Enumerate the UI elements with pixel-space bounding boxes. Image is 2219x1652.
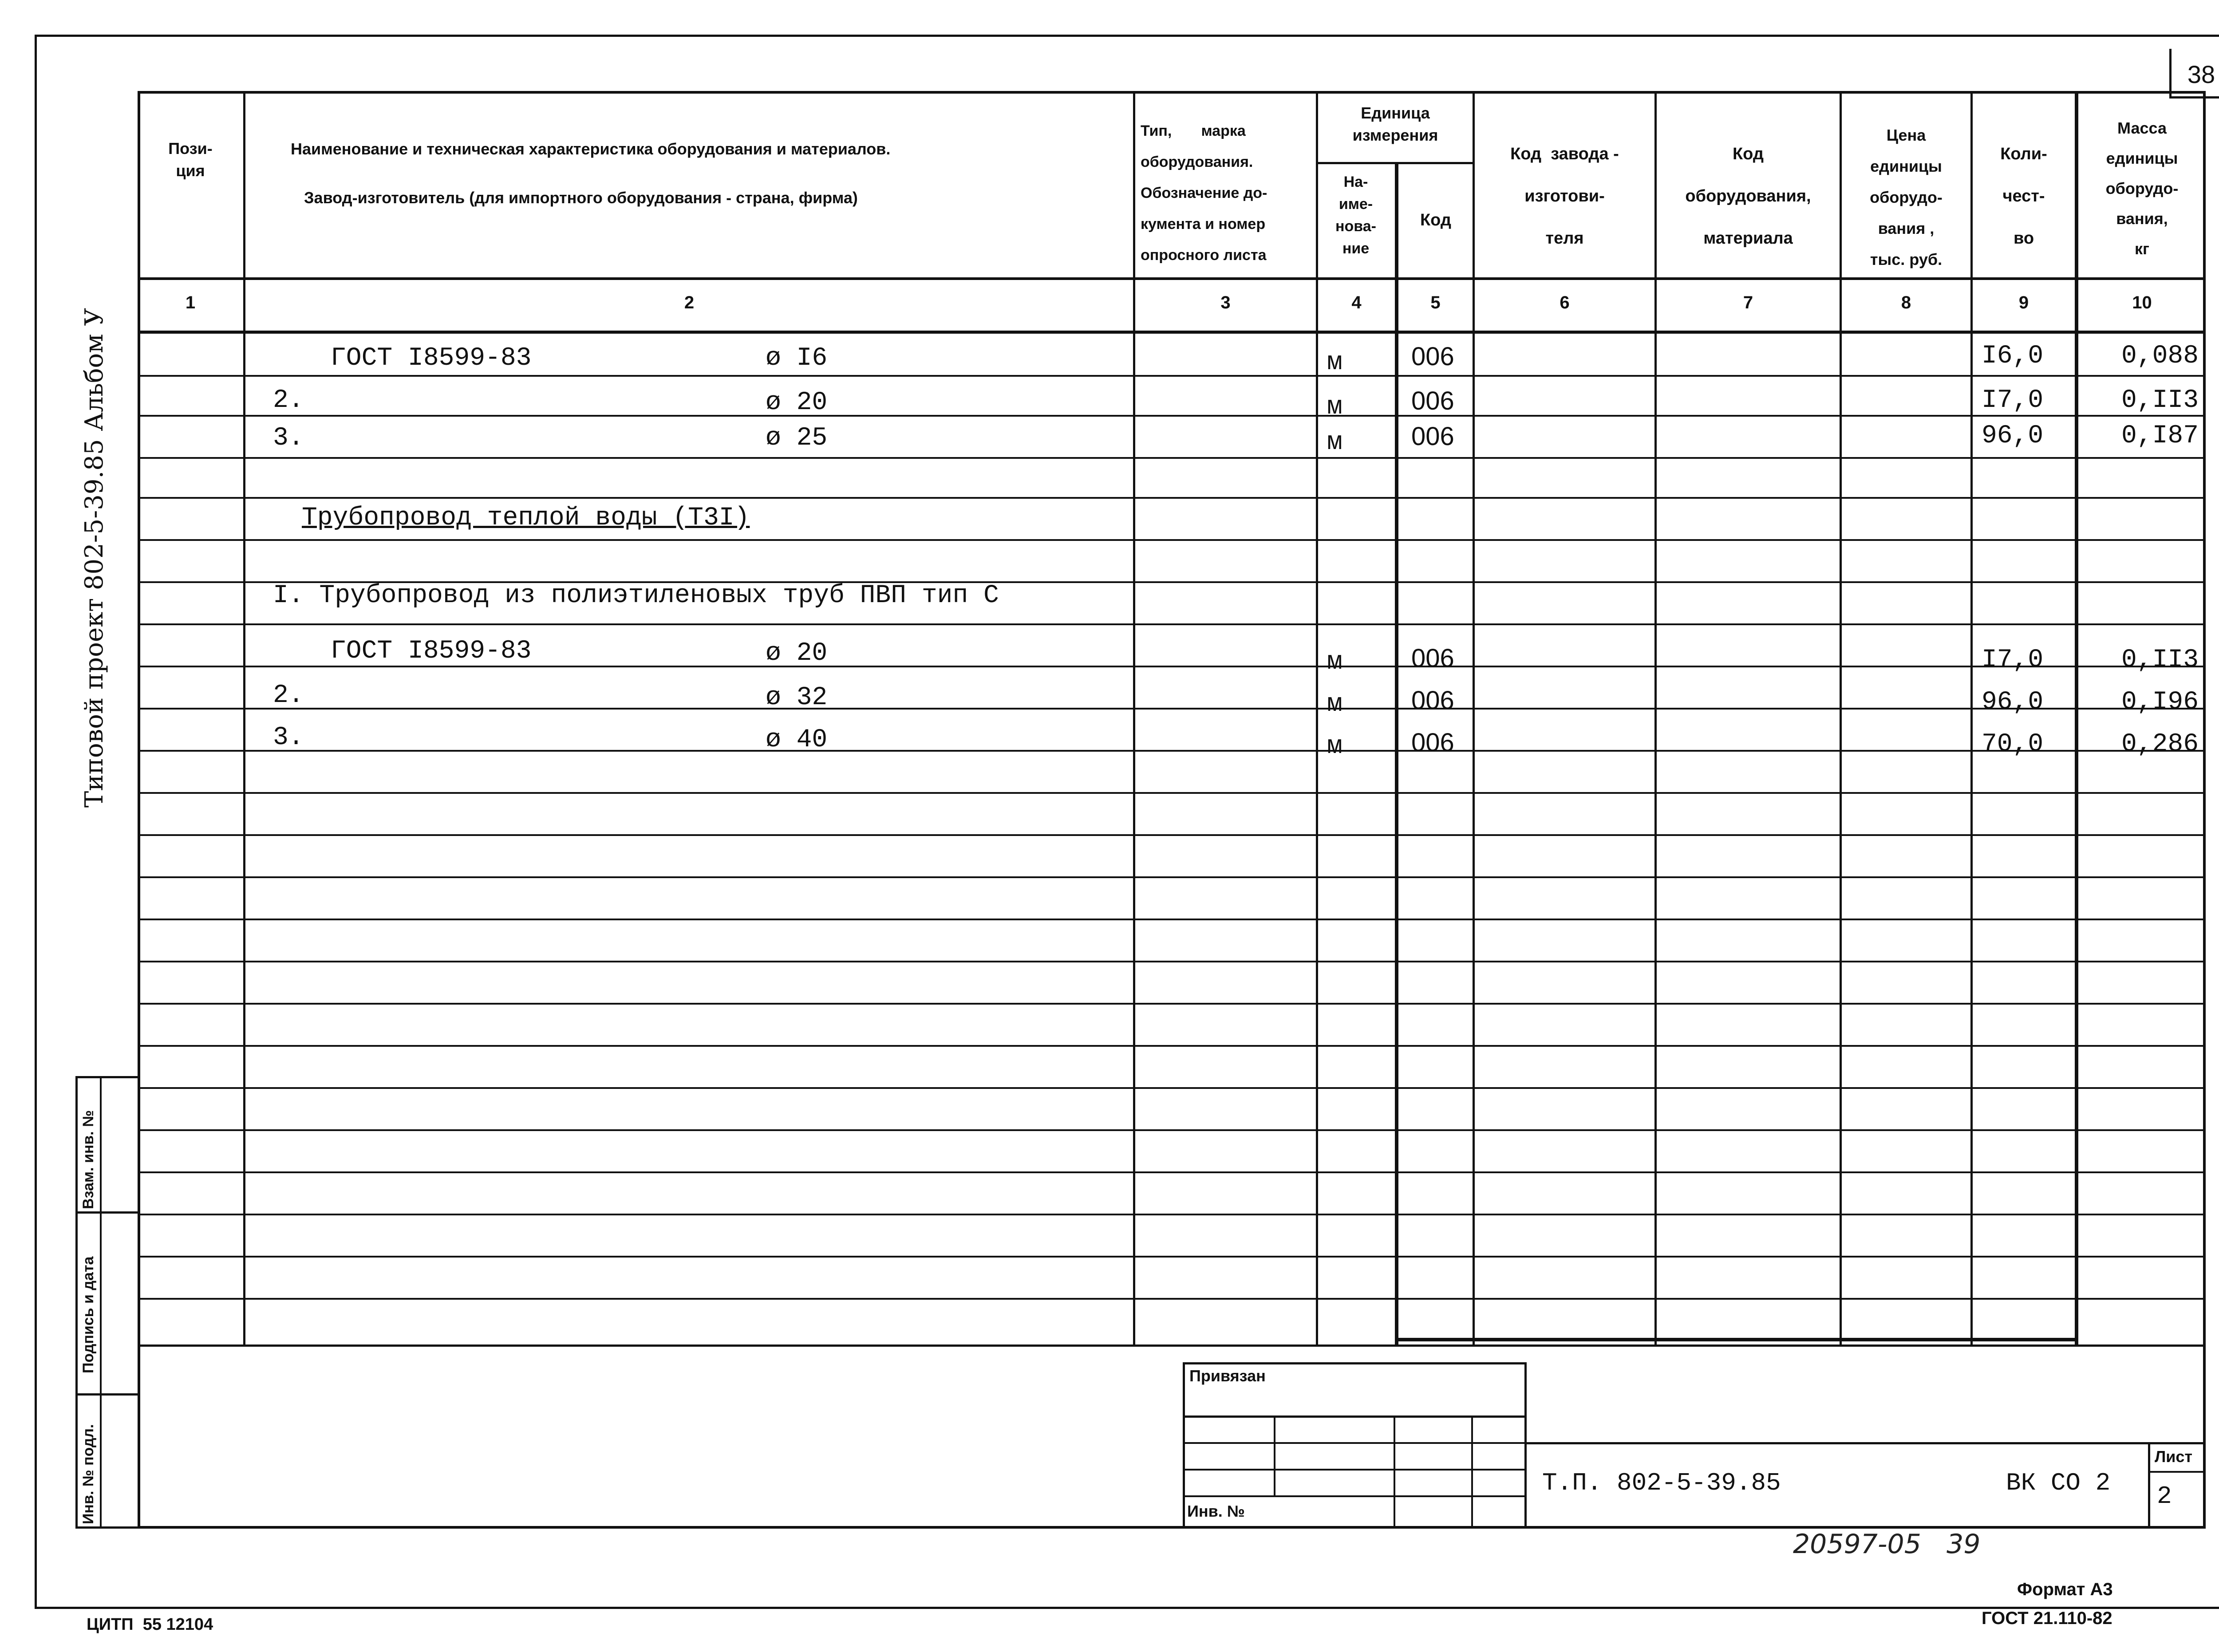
row2-code: 006 (1411, 386, 1454, 415)
header-price (1842, 120, 1970, 275)
header-mass-l4: вания, (2116, 209, 2168, 228)
side-stamp-row2 (75, 1393, 140, 1396)
gost-label: ГОСТ 21.110-82 (1982, 1609, 2112, 1628)
row2-mass: 0,II3 (2121, 386, 2199, 415)
row2-name: 2. (273, 386, 304, 415)
header-type-l2: оборудования. (1141, 154, 1253, 170)
row6-dia: ø 20 (766, 639, 828, 668)
header-price-l2: единицы (1870, 157, 1942, 175)
row-line (138, 834, 2206, 836)
row-line (138, 792, 2206, 794)
row2-qty: I7,0 (1982, 386, 2044, 415)
row3-dia: ø 25 (766, 424, 828, 453)
header-price-l1: Цена (1886, 126, 1926, 144)
header-factory-l1: Код завода - (1510, 145, 1619, 163)
header-quantity (1973, 133, 2075, 260)
row3-name: 3. (273, 424, 304, 453)
colnum-6: 6 (1560, 293, 1570, 312)
row-line (138, 1298, 2206, 1300)
row-line (138, 1214, 2206, 1215)
header-unit-group (1316, 102, 1475, 146)
row-line (138, 750, 2206, 752)
col-line-9 (2075, 91, 2078, 1347)
row8-unit: м (1327, 732, 1342, 761)
header-mass-l2: единицы (2106, 149, 2178, 167)
binding-vline3 (1471, 1415, 1473, 1529)
header-equipment-code (1657, 133, 1840, 260)
header-qty-l2: чест- (2002, 187, 2045, 205)
number-row-divider (138, 331, 2206, 334)
binding-line1 (1183, 1415, 1527, 1418)
inv-no-label: Инв. № (1187, 1502, 1245, 1520)
row6-unit: м (1327, 648, 1342, 677)
header-mass-l1: Масса (2117, 119, 2167, 137)
colnum-1: 1 (185, 293, 196, 312)
row-line (138, 1171, 2206, 1173)
header-factory-code (1475, 133, 1654, 260)
colnum-4: 4 (1351, 293, 1362, 312)
row1-unit: м (1327, 348, 1342, 377)
row-line (138, 708, 2206, 710)
title-block-top (1527, 1442, 2206, 1444)
row-line (138, 539, 2206, 541)
colnum-5: 5 (1430, 293, 1441, 312)
colnum-2: 2 (684, 293, 695, 312)
row7-qty: 96,0 (1982, 688, 2044, 717)
header-name-l2: Завод-изготовитель (для импортного оборудования - страна, фирма) (304, 189, 858, 207)
row3-unit: м (1327, 428, 1342, 457)
header-qty-l1: Коли- (2000, 145, 2047, 163)
colnum-7: 7 (1743, 293, 1753, 312)
header-factory-l2: изготови- (1524, 187, 1605, 205)
row8-mass: 0,286 (2121, 730, 2199, 759)
section-title: Трубопровод теплой воды (Т3I) (302, 504, 750, 532)
colnum-8: 8 (1901, 293, 1911, 312)
header-equip-l1: Код (1732, 145, 1764, 163)
list-box-divider (2148, 1471, 2206, 1473)
colnum-10: 10 (2132, 293, 2152, 312)
row-line (138, 1045, 2206, 1047)
handwritten-number: 20597-05 39 (1793, 1529, 1981, 1560)
item-title: I. Трубопровод из полиэтиленовых труб ПВП тип С (273, 581, 999, 610)
row-line (138, 1256, 2206, 1258)
row7-name: 2. (273, 681, 304, 710)
row-line (138, 961, 2206, 962)
side-stamp-divider (100, 1076, 102, 1529)
col-line-3 (1316, 91, 1318, 1347)
row3-qty: 96,0 (1982, 422, 2044, 450)
header-position-l2: ция (176, 162, 205, 180)
row8-qty: 70,0 (1982, 730, 2044, 759)
binding-vline2 (1394, 1415, 1395, 1529)
row2-unit: м (1327, 393, 1342, 422)
row-line (138, 1003, 2206, 1005)
printer-code: ЦИТП 55 12104 (87, 1615, 213, 1634)
header-name-l1: Наименование и техническая характеристика оборудования и материалов. (291, 140, 891, 158)
row8-code: 006 (1411, 728, 1454, 757)
col-line-5 (1473, 91, 1475, 1347)
row1-code: 006 (1411, 342, 1454, 371)
row-line (138, 1087, 2206, 1089)
header-unit-l1: Единица (1361, 104, 1430, 122)
side-stamp-inv: Инв. № подл. (80, 1424, 97, 1524)
row7-dia: ø 32 (766, 683, 828, 712)
row6-name: ГОСТ I8599-83 (331, 637, 532, 666)
row-line (138, 876, 2206, 878)
header-qty-l3: во (2013, 229, 2034, 248)
header-unit-l2: измерения (1352, 126, 1438, 144)
header-mass-l5: кг (2134, 240, 2149, 258)
header-mass-l3: оборудо- (2105, 179, 2179, 197)
header-mass (2078, 113, 2206, 264)
col-line-8 (1970, 91, 1973, 1347)
header-type-l3: Обозначение до- (1141, 185, 1267, 201)
row-line (138, 457, 2206, 459)
binding-line3 (1183, 1469, 1527, 1471)
col-line-4 (1395, 162, 1398, 1347)
colnum-3: 3 (1220, 293, 1231, 312)
header-type-l4: кумента и номер (1141, 216, 1266, 233)
drawing-code: ВК СО 2 (2006, 1469, 2111, 1497)
side-stamp-row1 (75, 1211, 140, 1214)
row1-name: ГОСТ I8599-83 (331, 344, 532, 373)
designation: Т.П. 802-5-39.85 (1542, 1469, 1781, 1497)
header-type-l5: опросного листа (1141, 247, 1267, 264)
header-position-l1: Пози- (168, 139, 213, 158)
header-unit-name (1316, 171, 1396, 260)
row6-qty: I7,0 (1982, 646, 2044, 674)
binding-label: Привязан (1189, 1367, 1266, 1385)
colnum-9: 9 (2018, 293, 2029, 312)
row7-mass: 0,I96 (2121, 688, 2199, 717)
header-factory-l3: теля (1545, 229, 1584, 248)
table-bottom (1395, 1338, 2078, 1341)
row1-dia: ø I6 (766, 344, 828, 373)
row-line (138, 623, 2206, 625)
header-unitname-l4: ние (1342, 240, 1370, 257)
header-unit-code: Код (1420, 211, 1452, 229)
header-unitname-l3: нова- (1335, 218, 1376, 235)
row3-mass: 0,I87 (2121, 422, 2199, 450)
row1-mass: 0,088 (2121, 342, 2199, 371)
col-line-6 (1654, 91, 1657, 1347)
list-box-left (2148, 1442, 2150, 1529)
col-line-7 (1840, 91, 1842, 1347)
list-number: 2 (2157, 1482, 2172, 1510)
binding-line4 (1183, 1495, 1527, 1497)
row-line (138, 1129, 2206, 1131)
row8-name: 3. (273, 723, 304, 752)
header-price-l5: тыс. руб. (1870, 250, 1943, 268)
side-title: Типовой проект 802-5-39.85 Альбом У (80, 308, 109, 808)
row6-code: 006 (1411, 644, 1454, 673)
row-line (138, 415, 2206, 417)
side-stamp-vzam: Взам. инв. № (80, 1110, 97, 1209)
list-label: Лист (2155, 1447, 2193, 1466)
binding-vline1 (1274, 1415, 1275, 1495)
row3-code: 006 (1411, 422, 1454, 451)
row7-code: 006 (1411, 686, 1454, 715)
header-type (1141, 115, 1318, 271)
row7-unit: м (1327, 690, 1342, 719)
format-label: Формат А3 (2017, 1580, 2113, 1599)
row2-dia: ø 20 (766, 388, 828, 417)
side-stamp-podpis: Подпись и дата (80, 1256, 97, 1373)
row6-mass: 0,II3 (2121, 646, 2199, 674)
unit-group-divider (1316, 162, 1475, 164)
header-position (138, 138, 243, 182)
row-line (138, 497, 2206, 499)
header-equip-l2: оборудования, (1685, 187, 1811, 205)
header-divider (138, 277, 2206, 280)
header-unitname-l1: На- (1343, 173, 1368, 190)
binding-line2 (1183, 1442, 1527, 1444)
header-price-l3: оборудо- (1870, 188, 1943, 206)
row-line (138, 666, 2206, 667)
header-type-l1: Тип, марка (1141, 122, 1246, 139)
col-line-1 (243, 91, 245, 1347)
table-bottom-left (138, 1344, 2206, 1347)
row1-qty: I6,0 (1982, 342, 2044, 371)
row-line (138, 375, 2206, 377)
row-line (138, 919, 2206, 920)
row8-dia: ø 40 (766, 725, 828, 754)
header-unitname-l2: име- (1339, 196, 1373, 213)
header-price-l4: вания , (1878, 219, 1935, 237)
sheet-number: 38 (2187, 60, 2215, 88)
header-equip-l3: материала (1703, 229, 1793, 248)
col-line-2 (1133, 91, 1135, 1347)
